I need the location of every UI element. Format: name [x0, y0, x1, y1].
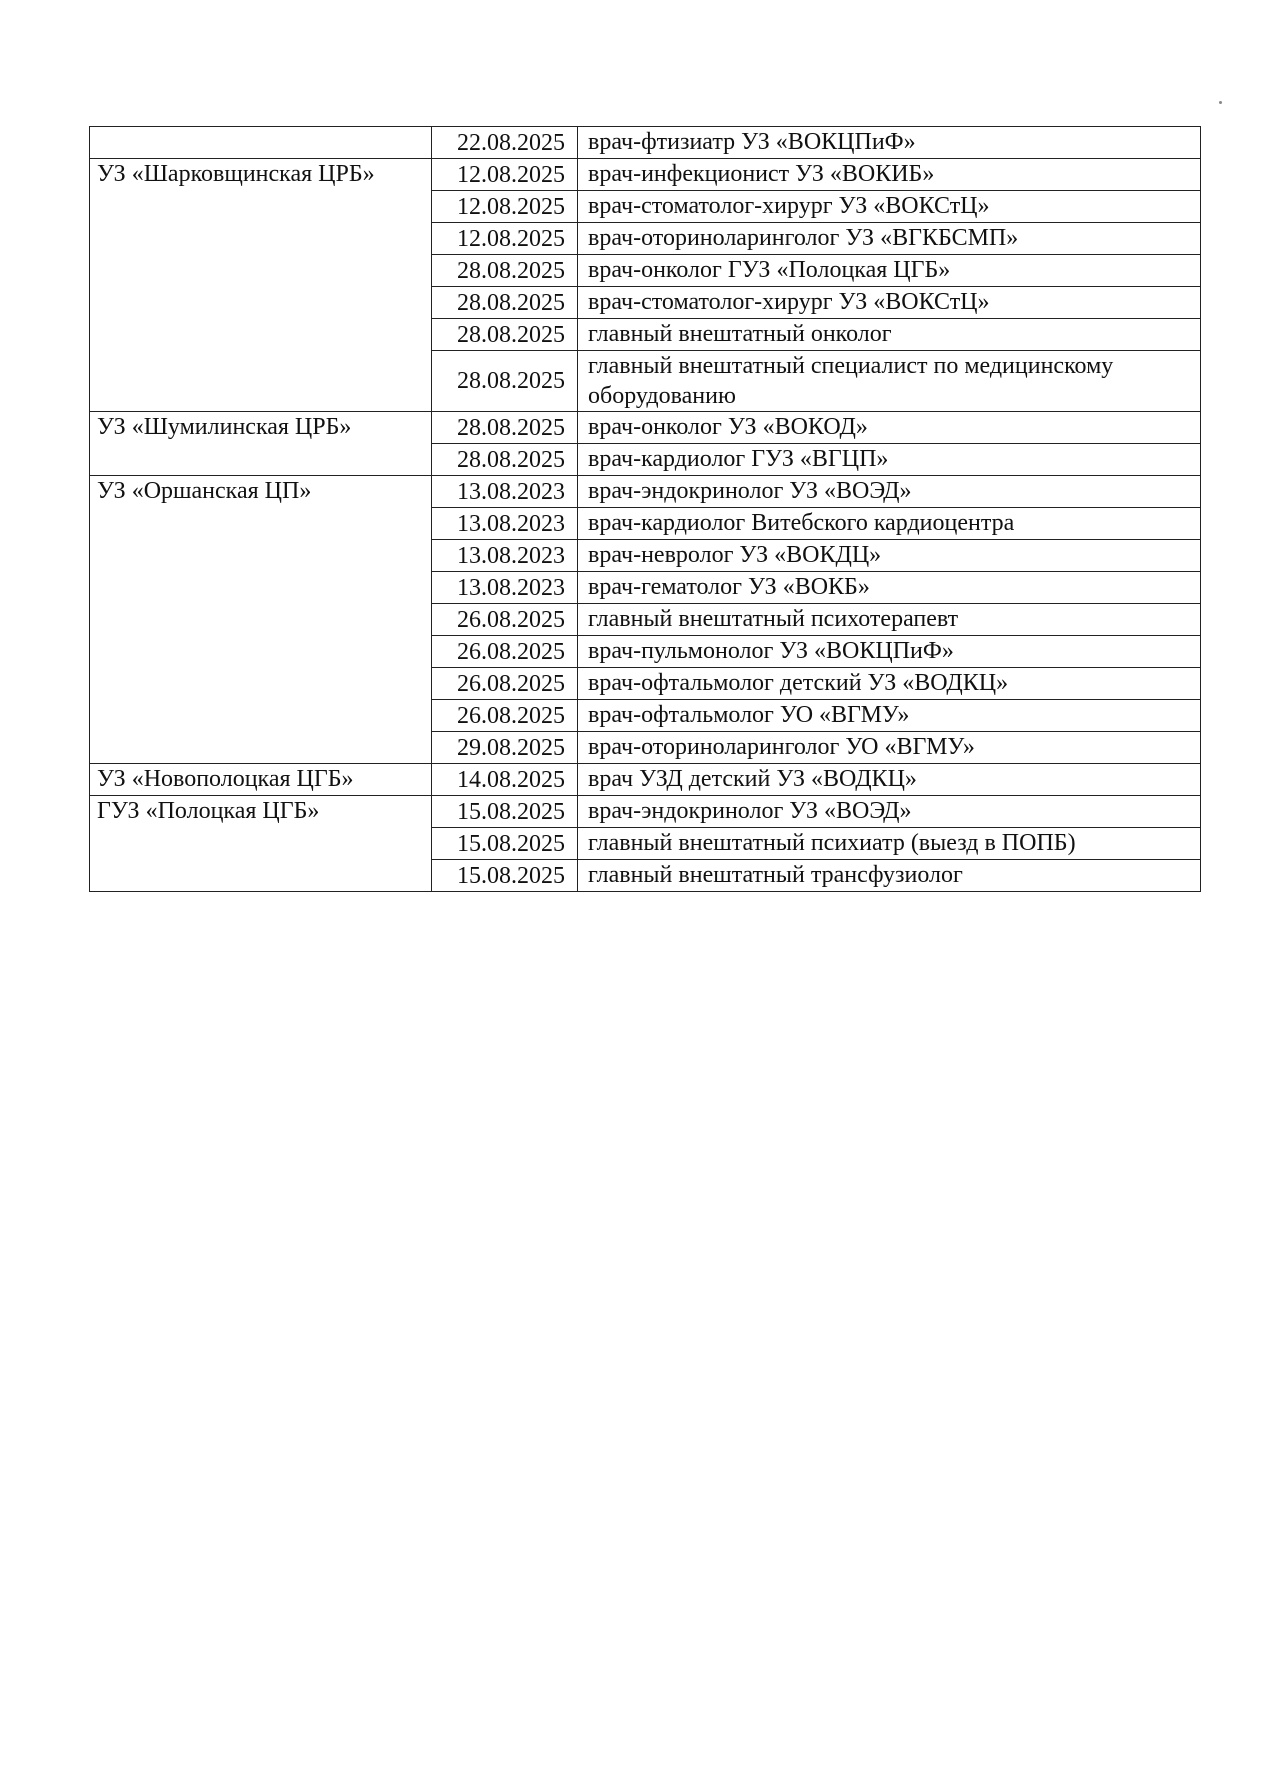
- specialist-cell: врач-стоматолог-хирург УЗ «ВОКСтЦ»: [578, 287, 1201, 319]
- date-cell: 12.08.2025: [432, 223, 578, 255]
- date-cell: 14.08.2025: [432, 764, 578, 796]
- specialist-cell: главный внештатный психиатр (выезд в ПОПБ): [578, 828, 1201, 860]
- table-row: [90, 796, 1201, 828]
- organization-cell: ГУЗ «Полоцкая ЦГБ»: [90, 796, 432, 892]
- specialist-cell: врач-фтизиатр УЗ «ВОКЦПиФ»: [578, 127, 1201, 159]
- specialist-cell: врач УЗД детский УЗ «ВОДКЦ»: [578, 764, 1201, 796]
- date-cell: 28.08.2025: [432, 319, 578, 351]
- specialist-cell: главный внештатный специалист по медицинскому оборудованию: [578, 351, 1201, 412]
- organization-cell: УЗ «Шумилинская ЦРБ»: [90, 412, 432, 476]
- organization-cell: УЗ «Шарковщинская ЦРБ»: [90, 159, 432, 412]
- specialist-cell: главный внештатный трансфузиолог: [578, 860, 1201, 892]
- visit-schedule-table: [89, 126, 1201, 892]
- date-cell: 28.08.2025: [432, 287, 578, 319]
- organization-cell: УЗ «Новополоцкая ЦГБ»: [90, 764, 432, 796]
- specialist-cell: врач-онколог УЗ «ВОКОД»: [578, 412, 1201, 444]
- date-cell: 13.08.2023: [432, 572, 578, 604]
- specialist-cell: врач-онколог ГУЗ «Полоцкая ЦГБ»: [578, 255, 1201, 287]
- specialist-cell: врач-кардиолог ГУЗ «ВГЦП»: [578, 444, 1201, 476]
- specialist-cell: врач-эндокринолог УЗ «ВОЭД»: [578, 796, 1201, 828]
- date-cell: 12.08.2025: [432, 159, 578, 191]
- date-cell: 12.08.2025: [432, 191, 578, 223]
- table-row: [90, 159, 1201, 191]
- date-cell: 28.08.2025: [432, 351, 578, 412]
- date-cell: 28.08.2025: [432, 444, 578, 476]
- specialist-cell: врач-офтальмолог УО «ВГМУ»: [578, 700, 1201, 732]
- date-cell: 28.08.2025: [432, 412, 578, 444]
- specialist-cell: врач-оториноларинголог УО «ВГМУ»: [578, 732, 1201, 764]
- table-row: [90, 764, 1201, 796]
- date-cell: 26.08.2025: [432, 700, 578, 732]
- organization-cell: УЗ «Оршанская ЦП»: [90, 476, 432, 764]
- specialist-cell: главный внештатный онколог: [578, 319, 1201, 351]
- table-row: [90, 476, 1201, 508]
- date-cell: 13.08.2023: [432, 540, 578, 572]
- table-row: [90, 127, 1201, 159]
- specialist-cell: врач-эндокринолог УЗ «ВОЭД»: [578, 476, 1201, 508]
- date-cell: 13.08.2023: [432, 508, 578, 540]
- table-row: [90, 412, 1201, 444]
- specialist-cell: врач-кардиолог Витебского кардиоцентра: [578, 508, 1201, 540]
- date-cell: 26.08.2025: [432, 668, 578, 700]
- date-cell: 22.08.2025: [432, 127, 578, 159]
- date-cell: 15.08.2025: [432, 796, 578, 828]
- specialist-cell: врач-невролог УЗ «ВОКДЦ»: [578, 540, 1201, 572]
- date-cell: 26.08.2025: [432, 604, 578, 636]
- specialist-cell: врач-стоматолог-хирург УЗ «ВОКСтЦ»: [578, 191, 1201, 223]
- specialist-cell: врач-инфекционист УЗ «ВОКИБ»: [578, 159, 1201, 191]
- specialist-cell: врач-гематолог УЗ «ВОКБ»: [578, 572, 1201, 604]
- specialist-cell: врач-офтальмолог детский УЗ «ВОДКЦ»: [578, 668, 1201, 700]
- date-cell: 28.08.2025: [432, 255, 578, 287]
- specialist-cell: врач-пульмонолог УЗ «ВОКЦПиФ»: [578, 636, 1201, 668]
- date-cell: 29.08.2025: [432, 732, 578, 764]
- organization-cell: [90, 127, 432, 159]
- date-cell: 26.08.2025: [432, 636, 578, 668]
- specialist-cell: главный внештатный психотерапевт: [578, 604, 1201, 636]
- specialist-cell: врач-оториноларинголог УЗ «ВГКБСМП»: [578, 223, 1201, 255]
- scan-speck: [1219, 101, 1222, 104]
- date-cell: 13.08.2023: [432, 476, 578, 508]
- schedule-body: [90, 127, 1201, 892]
- date-cell: 15.08.2025: [432, 828, 578, 860]
- date-cell: 15.08.2025: [432, 860, 578, 892]
